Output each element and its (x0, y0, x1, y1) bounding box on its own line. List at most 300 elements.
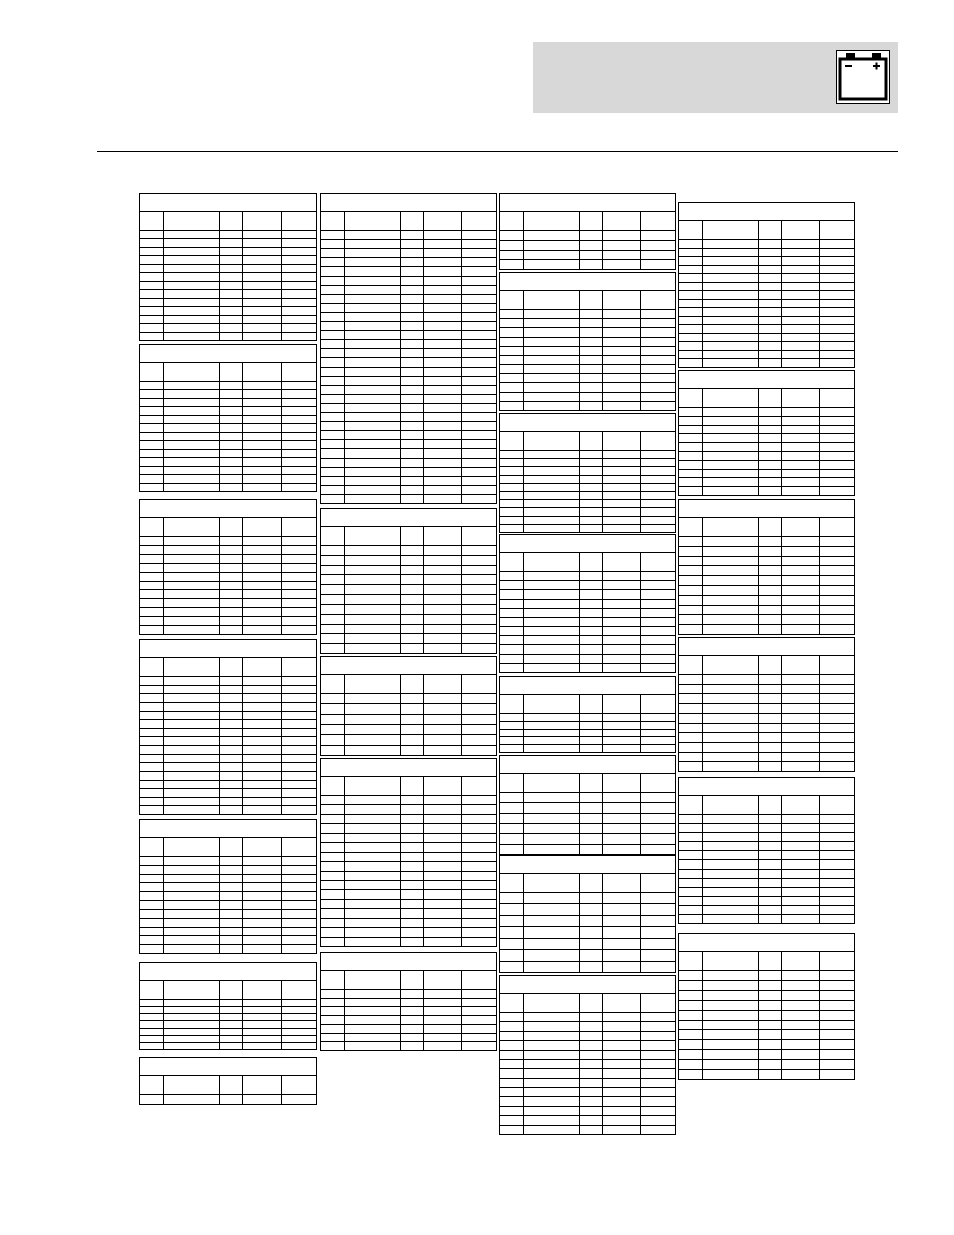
table-row (321, 643, 496, 644)
table-title (500, 273, 675, 291)
table-row (321, 565, 496, 566)
table-row (500, 401, 675, 402)
table-row (321, 476, 496, 477)
table-row (679, 282, 854, 283)
table-row (679, 442, 854, 443)
table-row (500, 1096, 675, 1097)
table-row (500, 1106, 675, 1107)
table-row (679, 316, 854, 317)
table-row (321, 804, 496, 805)
header-rule (140, 381, 316, 382)
table-row (679, 469, 854, 470)
table-row (140, 900, 316, 901)
table-row (321, 321, 496, 322)
table-title (321, 953, 496, 971)
table-row (321, 430, 496, 431)
table-row (140, 1028, 316, 1029)
table-row (140, 264, 316, 265)
table-title (140, 500, 316, 518)
column-rule (579, 432, 580, 532)
table-row (140, 693, 316, 694)
wiring-table (139, 1057, 317, 1105)
table-row (140, 474, 316, 475)
column-rule (242, 363, 243, 491)
column-rule (523, 774, 524, 854)
table-title (140, 194, 316, 212)
table-row (679, 896, 854, 897)
header-rule (321, 545, 496, 546)
header-rule (500, 309, 675, 310)
table-row (140, 771, 316, 772)
table-row (500, 466, 675, 467)
column-rule (281, 363, 282, 491)
header-rule (679, 239, 854, 240)
table-row (321, 330, 496, 331)
table-row (679, 273, 854, 274)
table-row (321, 448, 496, 449)
table-row (140, 247, 316, 248)
table-row (140, 1006, 316, 1007)
table-row (679, 290, 854, 291)
table-row (321, 1024, 496, 1025)
column-rule (163, 1076, 164, 1104)
column-rule (461, 971, 462, 1050)
table-row (679, 1029, 854, 1030)
wiring-table (678, 202, 855, 368)
table-row (500, 250, 675, 251)
header-rule (500, 892, 675, 893)
table-title (679, 638, 854, 656)
table-row (679, 1049, 854, 1050)
table-row (140, 944, 316, 945)
header-rule (140, 999, 316, 1000)
table-row (140, 762, 316, 763)
wiring-table (139, 344, 317, 492)
table-row (500, 736, 675, 737)
table-row (140, 315, 316, 316)
column-rule (461, 675, 462, 755)
table-row (140, 563, 316, 564)
table-row (321, 927, 496, 928)
column-rule (579, 874, 580, 972)
wiring-table (499, 676, 676, 753)
table-row (679, 684, 854, 685)
table-row (321, 734, 496, 735)
column-rule (423, 675, 424, 755)
header-rule (140, 856, 316, 857)
table-row (140, 805, 316, 806)
table-row (500, 318, 675, 319)
header-rule (140, 676, 316, 677)
table-row (140, 865, 316, 866)
table-row (500, 1059, 675, 1060)
table-row (679, 713, 854, 714)
table-title (679, 203, 854, 221)
table-row (500, 458, 675, 459)
table-row (140, 788, 316, 789)
table-row (140, 891, 316, 892)
header-rule (500, 792, 675, 793)
wiring-table (499, 193, 676, 270)
table-row (140, 440, 316, 441)
column-rule (523, 432, 524, 532)
table-row (679, 433, 854, 434)
header-rule (140, 536, 316, 537)
table-row (500, 483, 675, 484)
table-row (140, 927, 316, 928)
table-title (140, 345, 316, 363)
table-row (500, 626, 675, 627)
column-rule (163, 363, 164, 491)
table-row (140, 754, 316, 755)
table-row (140, 572, 316, 573)
table-row (500, 346, 675, 347)
table-row (500, 729, 675, 730)
table-row (500, 744, 675, 745)
wiring-table (320, 952, 497, 1051)
table-title (500, 856, 675, 874)
table-row (500, 721, 675, 722)
table-row (321, 266, 496, 267)
table-row (140, 1035, 316, 1036)
table-row (321, 394, 496, 395)
table-row (500, 1050, 675, 1051)
table-row (500, 1087, 675, 1088)
table-row (140, 289, 316, 290)
table-row (140, 711, 316, 712)
table-row (321, 1041, 496, 1042)
table-row (500, 802, 675, 803)
table-row (679, 1000, 854, 1001)
column-rule (219, 1076, 220, 1104)
table-row (321, 485, 496, 486)
header-rule (679, 970, 854, 971)
column-rule (163, 212, 164, 340)
table-row (140, 1042, 316, 1043)
table-title (500, 535, 675, 553)
column-rule (242, 981, 243, 1049)
table-row (140, 323, 316, 324)
column-rule (219, 212, 220, 340)
table-row (679, 887, 854, 888)
column-rule (758, 221, 759, 367)
table-row (321, 248, 496, 249)
column-rule (281, 981, 282, 1049)
table-row (500, 499, 675, 500)
table-row (321, 889, 496, 890)
table-row (321, 714, 496, 715)
table-row (140, 780, 316, 781)
table-row (140, 719, 316, 720)
table-row (500, 599, 675, 600)
column-rule (640, 994, 641, 1134)
table-title (679, 500, 854, 518)
table-title (140, 1058, 316, 1076)
wiring-table (499, 975, 676, 1135)
table-row (679, 823, 854, 824)
table-row (679, 850, 854, 851)
table-row (679, 585, 854, 586)
table-row (140, 432, 316, 433)
table-title (679, 778, 854, 796)
table-row (321, 294, 496, 295)
table-row (321, 814, 496, 815)
table-row (500, 382, 675, 383)
table-row (500, 1078, 675, 1079)
table-title (321, 509, 496, 527)
table-row (321, 703, 496, 704)
table-title (321, 657, 496, 675)
table-row (500, 813, 675, 814)
table-row (140, 255, 316, 256)
wiring-table (320, 758, 497, 947)
table-row (321, 833, 496, 834)
header-rule (321, 230, 496, 231)
table-row (679, 486, 854, 487)
column-rule (702, 221, 703, 367)
table-row (679, 1010, 854, 1011)
table-row (500, 833, 675, 834)
column-rule (640, 874, 641, 972)
header-rule (679, 674, 854, 675)
wiring-table (499, 755, 676, 855)
table-row (321, 852, 496, 853)
header-rule (679, 407, 854, 408)
table-row (500, 524, 675, 525)
table-row (679, 556, 854, 557)
table-row (140, 918, 316, 919)
table-title (500, 976, 675, 994)
table-row (140, 607, 316, 608)
table-row (140, 736, 316, 737)
table-row (679, 832, 854, 833)
table-row (679, 595, 854, 596)
header-rule (679, 814, 854, 815)
table-row (140, 598, 316, 599)
table-title (500, 194, 675, 212)
wiring-table (499, 413, 676, 533)
table-row (500, 635, 675, 636)
header-rule (500, 230, 675, 231)
table-row (500, 491, 675, 492)
table-row (321, 339, 496, 340)
table-row (500, 392, 675, 393)
table-row (500, 355, 675, 356)
table-row (500, 949, 675, 950)
header-rule (321, 693, 496, 694)
table-row (140, 423, 316, 424)
table-row (140, 625, 316, 626)
table-row (321, 1006, 496, 1007)
column-rule (242, 212, 243, 340)
table-row (321, 574, 496, 575)
table-row (679, 841, 854, 842)
table-row (140, 797, 316, 798)
table-title (321, 759, 496, 777)
column-rule (400, 675, 401, 755)
header-rule (140, 230, 316, 231)
table-row (321, 633, 496, 634)
table-row (140, 616, 316, 617)
wiring-table (320, 508, 497, 654)
table-row (679, 1069, 854, 1070)
table-row (679, 477, 854, 478)
column-rule (523, 994, 524, 1134)
table-title (500, 756, 675, 774)
table-row (679, 358, 854, 359)
wiring-table (499, 272, 676, 411)
table-row (679, 299, 854, 300)
table-row (500, 259, 675, 260)
wiring-table (678, 637, 855, 772)
table-row (679, 265, 854, 266)
table-row (500, 1115, 675, 1116)
table-row (500, 608, 675, 609)
table-row (679, 256, 854, 257)
table-row (679, 605, 854, 606)
table-row (679, 425, 854, 426)
table-row (500, 961, 675, 962)
table-row (140, 449, 316, 450)
table-row (500, 903, 675, 904)
table-title (140, 820, 316, 838)
table-row (321, 303, 496, 304)
table-row (500, 516, 675, 517)
table-row (321, 348, 496, 349)
table-row (140, 1013, 316, 1014)
column-rule (819, 221, 820, 367)
table-row (500, 938, 675, 939)
table-row (321, 285, 496, 286)
wiring-table (139, 499, 317, 635)
table-row (321, 421, 496, 422)
wiring-table (139, 193, 317, 341)
column-rule (602, 774, 603, 854)
header-rule (140, 1094, 316, 1095)
table-row (679, 350, 854, 351)
table-row (500, 507, 675, 508)
header-rule (500, 571, 675, 572)
wiring-table (499, 534, 676, 673)
table-row (140, 589, 316, 590)
table-row (679, 761, 854, 762)
header-rule (97, 151, 898, 152)
table-row (321, 357, 496, 358)
table-row (140, 466, 316, 467)
table-row (679, 742, 854, 743)
table-row (500, 1125, 675, 1126)
table-row (321, 403, 496, 404)
table-row (500, 475, 675, 476)
table-row (679, 914, 854, 915)
column-rule (242, 1076, 243, 1104)
table-row (321, 614, 496, 615)
table-row (140, 281, 316, 282)
table-row (321, 376, 496, 377)
table-row (500, 915, 675, 916)
table-row (500, 240, 675, 241)
table-row (321, 458, 496, 459)
column-rule (523, 874, 524, 972)
table-row (500, 654, 675, 655)
table-row (140, 685, 316, 686)
wiring-table (139, 962, 317, 1050)
column-rule (602, 432, 603, 532)
column-rule (579, 774, 580, 854)
table-row (321, 257, 496, 258)
table-row (321, 861, 496, 862)
table-row (321, 745, 496, 746)
table-row (140, 909, 316, 910)
table-row (321, 239, 496, 240)
table-row (140, 1020, 316, 1021)
table-row (500, 327, 675, 328)
table-title (679, 934, 854, 952)
table-row (321, 899, 496, 900)
table-title (321, 194, 496, 212)
table-row (679, 1039, 854, 1040)
table-row (679, 333, 854, 334)
table-row (321, 1015, 496, 1016)
table-row (679, 416, 854, 417)
table-row (140, 332, 316, 333)
table-row (321, 998, 496, 999)
column-rule (219, 363, 220, 491)
header-band (533, 42, 898, 113)
table-row (679, 324, 854, 325)
table-row (500, 926, 675, 927)
table-row (321, 412, 496, 413)
table-row (321, 1033, 496, 1034)
wiring-table (678, 499, 855, 635)
table-title (500, 677, 675, 695)
table-row (500, 1040, 675, 1041)
table-row (321, 467, 496, 468)
table-row (679, 980, 854, 981)
column-rule (423, 971, 424, 1050)
column-rule (219, 981, 220, 1049)
column-rule (344, 971, 345, 1050)
wiring-table (678, 370, 855, 496)
table-row (321, 367, 496, 368)
table-row (500, 364, 675, 365)
table-row (679, 575, 854, 576)
table-row (321, 823, 496, 824)
column-rule (640, 774, 641, 854)
table-title (140, 963, 316, 981)
table-row (500, 580, 675, 581)
battery-icon (836, 50, 890, 104)
table-row (500, 589, 675, 590)
table-row (679, 869, 854, 870)
column-rule (281, 1076, 282, 1104)
table-row (679, 1020, 854, 1021)
table-row (679, 703, 854, 704)
column-rule (602, 874, 603, 972)
table-row (321, 604, 496, 605)
table-row (140, 745, 316, 746)
wiring-table (320, 193, 497, 504)
column-rule (344, 675, 345, 755)
table-row (321, 439, 496, 440)
table-row (140, 581, 316, 582)
table-row (140, 935, 316, 936)
table-row (321, 594, 496, 595)
table-row (679, 460, 854, 461)
table-row (679, 307, 854, 308)
table-row (679, 624, 854, 625)
table-row (140, 398, 316, 399)
